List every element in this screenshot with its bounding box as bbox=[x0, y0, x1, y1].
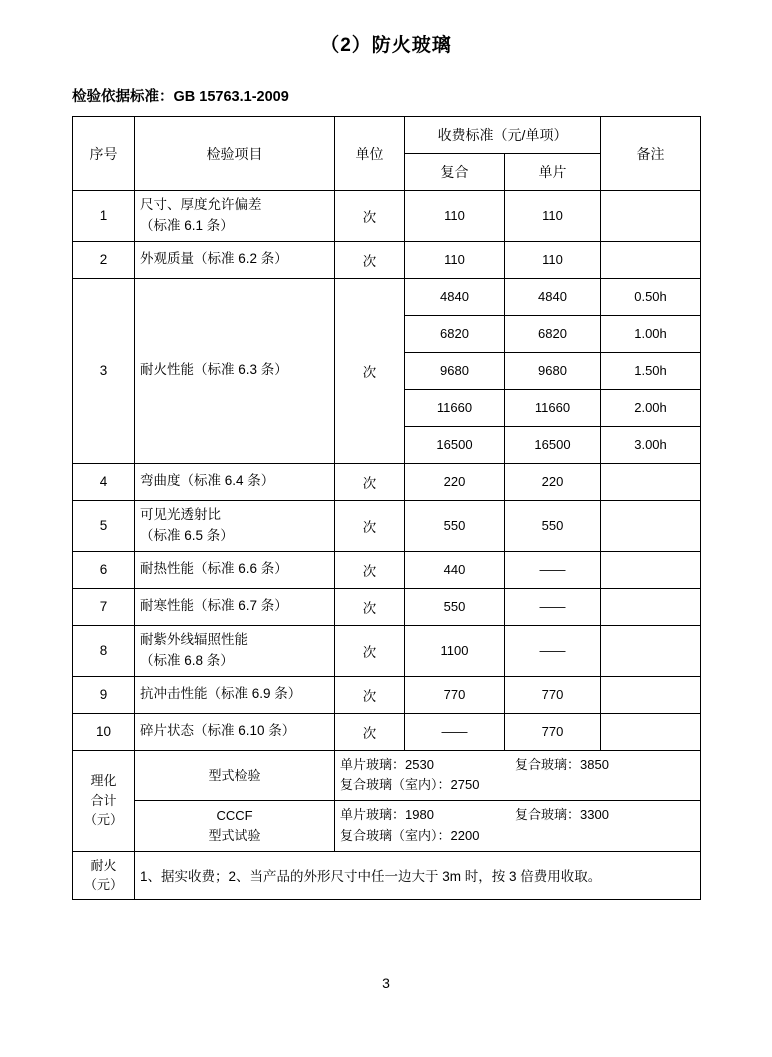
row-unit: 次 bbox=[335, 278, 405, 463]
table-row bbox=[73, 463, 701, 500]
row-item-line1: 尺寸、厚度允许偏差 bbox=[140, 197, 262, 212]
page-title: （2）防火玻璃 bbox=[320, 35, 452, 56]
row-remark bbox=[601, 588, 701, 625]
row-item: 弯曲度（标准 6.4 条） bbox=[135, 463, 335, 500]
header-fee-group: 收费标准（元/单项） bbox=[405, 117, 601, 154]
row-item bbox=[135, 500, 335, 551]
table-row bbox=[73, 676, 701, 713]
summary-row bbox=[73, 801, 701, 852]
row-index: 2 bbox=[73, 241, 135, 278]
row-unit: 次 bbox=[335, 191, 405, 242]
row-fee-composite: 6820 bbox=[405, 315, 505, 352]
table-row bbox=[73, 500, 701, 551]
row-fee-single: 110 bbox=[505, 241, 601, 278]
row-fee-single: —— bbox=[505, 625, 601, 676]
summary-type-line2: 型式试验 bbox=[208, 827, 261, 843]
row-index: 5 bbox=[73, 500, 135, 551]
row-fee-single: 220 bbox=[505, 463, 601, 500]
row-fee-composite: 9680 bbox=[405, 352, 505, 389]
row-remark bbox=[601, 500, 701, 551]
summary-detail bbox=[335, 750, 701, 801]
row-item bbox=[135, 191, 335, 242]
row-remark: 3.00h bbox=[601, 426, 701, 463]
row-item: 碎片状态（标准 6.10 条） bbox=[135, 713, 335, 750]
note-label-line2: （元） bbox=[83, 877, 123, 893]
row-fee-single: 4840 bbox=[505, 278, 601, 315]
row-item-line2: （标准 6.1 条） bbox=[140, 217, 234, 233]
row-remark: 1.00h bbox=[601, 315, 701, 352]
row-fee-composite: 550 bbox=[405, 588, 505, 625]
row-remark bbox=[601, 241, 701, 278]
standard-reference: 检验依据标准：GB 15763.1-2009 bbox=[72, 89, 289, 105]
row-remark: 0.50h bbox=[601, 278, 701, 315]
summary-detail-b1: 复合玻璃：3850 bbox=[515, 756, 609, 772]
header-remark: 备注 bbox=[601, 117, 701, 191]
summary-type-line1: CCCF bbox=[216, 808, 253, 824]
summary-label-line2: 合计 bbox=[90, 792, 117, 808]
row-index: 9 bbox=[73, 676, 135, 713]
row-item-line1: 可见光透射比 bbox=[140, 506, 221, 522]
summary-detail bbox=[335, 801, 701, 852]
row-unit: 次 bbox=[335, 241, 405, 278]
row-unit: 次 bbox=[335, 500, 405, 551]
row-fee-single: 110 bbox=[505, 191, 601, 242]
row-fee-single: 770 bbox=[505, 713, 601, 750]
row-remark bbox=[601, 676, 701, 713]
summary-detail-a1: 单片玻璃：1980 bbox=[340, 807, 434, 823]
row-fee-composite: 11660 bbox=[405, 389, 505, 426]
note-text: 1、据实收费；2、当产品的外形尺寸中任一边大于 3m 时，按 3 倍费用收取。 bbox=[135, 851, 701, 899]
row-fee-composite: 16500 bbox=[405, 426, 505, 463]
note-row bbox=[73, 851, 701, 899]
row-fee-single: 770 bbox=[505, 676, 601, 713]
row-fee-composite: 4840 bbox=[405, 278, 505, 315]
row-index: 1 bbox=[73, 191, 135, 242]
row-fee-composite: 220 bbox=[405, 463, 505, 500]
row-index: 8 bbox=[73, 625, 135, 676]
row-index: 7 bbox=[73, 588, 135, 625]
row-fee-composite: 770 bbox=[405, 676, 505, 713]
header-fee-composite: 复合 bbox=[405, 154, 505, 191]
table-row bbox=[73, 278, 701, 315]
summary-label-line1: 理化 bbox=[90, 773, 117, 789]
row-item: 外观质量（标准 6.2 条） bbox=[135, 241, 335, 278]
row-fee-single: 550 bbox=[505, 500, 601, 551]
fee-standard-table bbox=[72, 116, 701, 900]
summary-type bbox=[135, 801, 335, 852]
row-fee-single: 16500 bbox=[505, 426, 601, 463]
page-number: 3 bbox=[382, 975, 390, 991]
row-fee-composite: 110 bbox=[405, 191, 505, 242]
summary-type bbox=[135, 750, 335, 801]
row-fee-single: 6820 bbox=[505, 315, 601, 352]
row-fee-single: —— bbox=[505, 588, 601, 625]
row-item: 耐热性能（标准 6.6 条） bbox=[135, 551, 335, 588]
row-remark bbox=[601, 551, 701, 588]
row-remark: 1.50h bbox=[601, 352, 701, 389]
note-label-line1: 耐火 bbox=[90, 857, 117, 873]
row-unit: 次 bbox=[335, 676, 405, 713]
table-header-row-1 bbox=[73, 117, 701, 154]
row-item-line2: （标准 6.5 条） bbox=[140, 527, 234, 543]
row-index: 4 bbox=[73, 463, 135, 500]
row-remark bbox=[601, 191, 701, 242]
row-fee-single: 9680 bbox=[505, 352, 601, 389]
header-index: 序号 bbox=[73, 117, 135, 191]
document-page bbox=[0, 30, 772, 1057]
row-remark bbox=[601, 463, 701, 500]
summary-type-line1: 型式检验 bbox=[208, 767, 261, 783]
row-item: 抗冲击性能（标准 6.9 条） bbox=[135, 676, 335, 713]
table-row bbox=[73, 625, 701, 676]
row-unit: 次 bbox=[335, 551, 405, 588]
row-item-line1: 耐紫外线辐照性能 bbox=[140, 631, 248, 647]
row-fee-composite: 110 bbox=[405, 241, 505, 278]
row-fee-composite: —— bbox=[405, 713, 505, 750]
summary-label-line3: （元） bbox=[83, 812, 123, 828]
row-fee-single: 11660 bbox=[505, 389, 601, 426]
row-unit: 次 bbox=[335, 713, 405, 750]
table-row bbox=[73, 191, 701, 242]
summary-row bbox=[73, 750, 701, 801]
row-fee-single: —— bbox=[505, 551, 601, 588]
row-item: 耐寒性能（标准 6.7 条） bbox=[135, 588, 335, 625]
table-row bbox=[73, 713, 701, 750]
row-remark: 2.00h bbox=[601, 389, 701, 426]
summary-detail-a2: 复合玻璃（室内）：2750 bbox=[340, 777, 480, 793]
row-remark bbox=[601, 713, 701, 750]
summary-label bbox=[73, 750, 135, 851]
row-index: 10 bbox=[73, 713, 135, 750]
header-unit: 单位 bbox=[335, 117, 405, 191]
header-item: 检验项目 bbox=[135, 117, 335, 191]
table-row bbox=[73, 551, 701, 588]
summary-detail-a2: 复合玻璃（室内）：2200 bbox=[340, 827, 480, 843]
table-row bbox=[73, 588, 701, 625]
row-fee-composite: 440 bbox=[405, 551, 505, 588]
row-fee-composite: 550 bbox=[405, 500, 505, 551]
summary-detail-a1: 单片玻璃：2530 bbox=[340, 756, 434, 772]
row-item bbox=[135, 625, 335, 676]
header-fee-single: 单片 bbox=[505, 154, 601, 191]
row-unit: 次 bbox=[335, 588, 405, 625]
row-index: 3 bbox=[73, 278, 135, 463]
row-remark bbox=[601, 625, 701, 676]
row-index: 6 bbox=[73, 551, 135, 588]
note-label bbox=[73, 851, 135, 899]
row-unit: 次 bbox=[335, 625, 405, 676]
row-fee-composite: 1100 bbox=[405, 625, 505, 676]
row-unit: 次 bbox=[335, 463, 405, 500]
row-item: 耐火性能（标准 6.3 条） bbox=[135, 278, 335, 463]
row-item-line2: （标准 6.8 条） bbox=[140, 652, 234, 668]
table-row bbox=[73, 241, 701, 278]
summary-detail-b1: 复合玻璃：3300 bbox=[515, 807, 609, 823]
